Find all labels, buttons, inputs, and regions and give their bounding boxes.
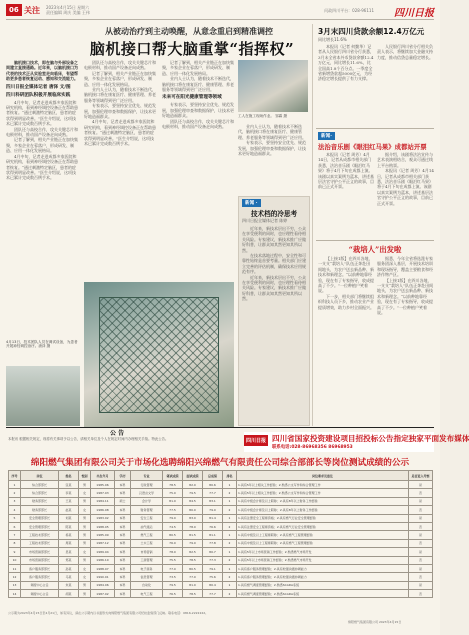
table-cell: 男 (79, 481, 91, 489)
table-cell: 80.4 (203, 581, 223, 589)
table-cell: 1.具有5年以上相关工作经验；2.熟悉公文写作和综合管理工作 (237, 489, 409, 497)
table-cell: 1.具有燃气调度管理经验；2.熟悉SCADA系统 (237, 590, 409, 598)
court-paragraph: 本报讯（记者 周芳）4月14日，记者从成都市相关部门获悉，法治音乐剧《眼泪红马果》将于4月下旬在成都上演。该剧以真实案例为蓝本，讲述基层法官守护公平正义的故事，目前已正式开票。 (318, 152, 374, 190)
table-cell: 本科 (115, 564, 131, 572)
tech-body (242, 226, 306, 422)
table-cell: 3 (9, 497, 21, 505)
table-header-cell: 出生年月 (91, 471, 115, 481)
table-cell: 市场营销部部长 (21, 548, 59, 556)
table-cell: 否 (409, 539, 433, 547)
notice-body: 本报讯 根据相关规定，现将有关事项予以公告，请相关单位及个人在规定时间内办理相关手续。特此公告。 (8, 437, 169, 441)
table-header-row (9, 471, 433, 481)
ad-banner[interactable] (244, 432, 469, 452)
table-cell: 8 (9, 539, 21, 547)
table-cell: 本科 (115, 539, 131, 547)
table-cell: 1 (223, 481, 237, 489)
table-cell: 本科 (115, 481, 131, 489)
table-cell: 80.0 (183, 506, 203, 514)
table-cell: 张某 (59, 481, 79, 489)
photo-caption: 4月13日，技术团队人员在调试设备，为患者开展神经调控治疗。唐泽 摄 (6, 340, 78, 349)
table-cell: 4 (9, 506, 21, 514)
table-cell: 77.8 (203, 539, 223, 547)
table-cell: 刘某 (59, 514, 79, 522)
feature-column-2 (84, 60, 158, 280)
table-cell: 1.具有中级会计师及以上职称；2.具有8年以上财务工作经验 (237, 506, 409, 514)
feature-subhead: 未来可在阳光健康管理等领域 (162, 95, 222, 101)
table-cell: 男 (79, 497, 91, 505)
table-cell: 安全管理部部长 (21, 522, 59, 530)
table-cell: 是 (409, 531, 433, 539)
table-row (9, 497, 433, 505)
table-cell: 81.4 (203, 514, 223, 522)
table-cell: 1 (223, 497, 237, 505)
table-cell: 6 (9, 522, 21, 530)
table-cell: 1 (223, 581, 237, 589)
table-header-cell: 岗位 (21, 471, 59, 481)
feature-paragraph: 专家表示，要坚持安全优先、规范发展，加强伦理审查和数据保护，让技术更好地造福群众。 (84, 103, 156, 120)
loan-paragraph: 本报讯（记者 何勤华）记者从人民银行四川省分行获悉，3月末全省本外币贷款余额12.4万亿元，同比增长11.6%，比全国高1.8个百分点。一季度全省新增贷款超5000亿元，为经济稳定增长提供了有力支撑。 (318, 44, 374, 82)
table-body (9, 481, 433, 598)
table-cell: 80.5 (183, 564, 203, 572)
table-cell: 81.0 (183, 581, 203, 589)
feature-lead: 脑机接口技术，即在脑与外部设备之间建立直接通路。近年来，以脑机接口为代表的技术正从实验室走向临床，有望帮助更多患者恢复运动、感知和交流能力。 (6, 60, 78, 82)
table-cell: 79.5 (163, 581, 183, 589)
table-cell: 75.5 (163, 556, 183, 564)
table-row (9, 481, 433, 489)
table-cell: 男 (79, 514, 91, 522)
table-cell: 土木工程 (131, 539, 163, 547)
table-header-cell: 姓名 (59, 471, 79, 481)
table-cell: 男 (79, 522, 91, 530)
table-cell: 83.0 (183, 514, 203, 522)
table-cell: 否 (409, 506, 433, 514)
table-cell: 胡某 (59, 590, 79, 598)
table-cell: 78.5 (183, 590, 203, 598)
table-cell: 本科 (115, 531, 131, 539)
table-cell: 1984.06 (91, 581, 115, 589)
table-cell: 1988.07 (91, 564, 115, 572)
feature-paragraph: 4月中旬，记者走进成都多家医院和研究机构，看到神经调控设备正在帮助患者恢复。“通过刺激特定脑区，患者的症状得到明显改善。”医生介绍说，这项技术已累计完成数百例手术。 (84, 119, 156, 147)
table-cell: 工程技术部部长 (21, 531, 59, 539)
table-cell: 本科 (115, 522, 131, 530)
table-cell: 11 (9, 564, 21, 572)
loan-column-1 (318, 44, 374, 124)
feature-paragraph: 业内人士认为，随着技术不断迭代，脑机接口将在康复医疗、健康管理、养老服务等领域得到更广泛应用。 (84, 87, 156, 103)
table-cell: 客户服务部部长 (21, 564, 59, 572)
table-cell: 是 (409, 497, 433, 505)
table-cell: 男 (79, 531, 91, 539)
table-cell: 80.6 (203, 481, 223, 489)
table-cell: 安全工程 (131, 514, 163, 522)
court-badge: 新闻· (318, 132, 335, 140)
table-cell: 75.6 (203, 573, 223, 581)
table-cell: 市场营销部部长 (21, 556, 59, 564)
table-cell: 79.0 (183, 539, 203, 547)
tech-byline: 四川日报全媒体记者 陈婷 (242, 218, 288, 223)
table-cell: 市场营销 (131, 548, 163, 556)
table-cell: 会计学 (131, 497, 163, 505)
table-cell: 78.5 (183, 556, 203, 564)
court-paragraph: 本报讯（记者 周芳）4月14日，记者从成都市相关部门获悉，法治音乐剧《眼泪红马果》将于4月下旬在成都上演。该剧以真实案例为蓝本，讲述基层法官守护公平正义的故事，目前已正式开票。 (377, 168, 434, 206)
tech-badge: 新闻 · (242, 199, 261, 207)
feature-paragraph: 团队还与高校合作，攻关关键芯片和电极材料，推动国产设备走向成熟。 (162, 118, 234, 130)
table-cell: 78.0 (183, 522, 203, 530)
loan-column-2 (377, 44, 434, 124)
feature-photo-small (6, 366, 80, 426)
table-cell: 79.1 (203, 564, 223, 572)
table-header-cell: 总成绩 (203, 471, 223, 481)
table-cell: 硕士 (115, 497, 131, 505)
table-cell: 1 (223, 564, 237, 572)
wenzhang-column-1 (318, 256, 374, 424)
table-cell: 是 (409, 548, 433, 556)
table-cell: 74.5 (163, 522, 183, 530)
wenzhang-paragraph: 据悉，今年全省将选派专家服务团深入基层，开展技术培训和现场指导，覆盖主要粮食和经济作物产区。 (377, 256, 433, 278)
feature-photo-top (238, 60, 308, 112)
table-cell: 1987.03 (91, 489, 115, 497)
table-cell: 女 (79, 573, 91, 581)
table-cell: 1986.08 (91, 506, 115, 514)
table-cell: 1.具有中级及以上工程师职称；2.具有燃气工程管理经验 (237, 531, 409, 539)
table-cell: 1.具有5年以上市场营销工作经验；2.熟悉燃气市场开发 (237, 548, 409, 556)
table-cell: 工程技术部部长 (21, 539, 59, 547)
court-headline: 法治音乐剧《眼泪红马果》成都站开票 (318, 143, 427, 151)
feature-paragraph: 团队还与高校合作，攻关关键芯片和电极材料，推动国产设备走向成熟。 (84, 60, 156, 71)
table-cell: 1 (223, 514, 237, 522)
table-row (9, 581, 433, 589)
feature-byline: 四川日报全媒体记者 唐泽 文/图 (6, 84, 71, 90)
feature-paragraph: 业内人士认为，随着技术不断迭代，脑机接口将在康复医疗、健康管理、养老服务等领域得到更广泛应用。 (238, 124, 306, 140)
table-cell: 5 (9, 514, 21, 522)
table-cell: 75.0 (163, 489, 183, 497)
table-cell: 本科 (115, 556, 131, 564)
table-cell: 王某 (59, 497, 79, 505)
feature-paragraph: 业内人士认为，随着技术不断迭代，脑机接口将在康复医疗、健康管理、养老服务等领域得到更广泛应用。 (162, 76, 234, 93)
table-cell: 77.7 (203, 489, 223, 497)
footer-note: 公示期为2023年4月15日至4月21日，如有异议，请在公示期内以书面形式向绵阳燃气集团有限公司纪检监察部门反映。联系电话：0816-2222222。 (8, 611, 209, 615)
table-header-cell: 排名 (223, 471, 237, 481)
date-line: 2023年4月15日 星期六 (46, 5, 90, 10)
table-row (9, 590, 433, 598)
table-header-cell: 专业 (131, 471, 163, 481)
table-cell: 1989.04 (91, 548, 115, 556)
court-paragraph: 据介绍，该剧将法治宣传与艺术表演相结合，观众可通过线上平台购票。 (377, 152, 433, 168)
table-cell: 77.0 (163, 564, 183, 572)
table-cell: 77.5 (163, 506, 183, 514)
table-cell: 朱某 (59, 581, 79, 589)
table-cell: 燃气工程 (131, 531, 163, 539)
table-cell: 行政管理 (131, 481, 163, 489)
section-name: 关注 (24, 6, 40, 15)
table-cell: 83.1 (203, 497, 223, 505)
table-cell: 1 (9, 481, 21, 489)
table-cell: 2 (223, 506, 237, 514)
table-cell: 77.0 (183, 573, 203, 581)
table-cell: 1986.10 (91, 556, 115, 564)
table-cell: 否 (409, 590, 433, 598)
section-number: 06 (6, 4, 22, 16)
table-cell: 本科 (115, 573, 131, 581)
table-cell: 1985.06 (91, 481, 115, 489)
table-header-cell: 笔试成绩 (163, 471, 183, 481)
table-cell: 78.0 (163, 548, 183, 556)
loan-headline: 3月末四川贷款余额12.4万亿元 (318, 27, 425, 36)
feature-paragraph: 专家表示，要坚持安全优先、规范发展，加强伦理审查和数据保护，让技术更好地造福群众。 (162, 102, 234, 119)
feature-paragraph: 4月中旬，记者走进成都多家医院和研究机构，看到神经调控设备正在帮助患者恢复。“通过刺激特定脑区，患者的症状得到明显改善。”医生介绍说，这项技术已累计完成数百例手术。 (6, 99, 78, 127)
table-cell: 1987.12 (91, 539, 115, 547)
table-cell: 本科 (115, 506, 131, 514)
masthead (6, 4, 434, 20)
table-row (9, 531, 433, 539)
table-cell: 77.7 (203, 590, 223, 598)
table-cell: 73.5 (163, 573, 183, 581)
table-cell: 电气工程 (131, 590, 163, 598)
table-row (9, 489, 433, 497)
table-header-cell: 是否进入考察 (409, 471, 433, 481)
table-cell: 本科 (115, 514, 131, 522)
table-cell: 1.具有客户服务管理经验；2.具有较强沟通协调能力 (237, 573, 409, 581)
table-cell: 13 (9, 581, 21, 589)
feature-headline: 脑机接口帮大脑重掌“指挥权” (89, 40, 295, 58)
masthead-meta (46, 5, 136, 15)
table-cell: 工商管理 (131, 556, 163, 564)
table-row (9, 539, 433, 547)
table-row (9, 573, 433, 581)
table-cell: 1.具有5年以上市场营销工作经验；2.熟悉燃气市场开发 (237, 556, 409, 564)
table-cell: 周某 (59, 539, 79, 547)
wenzhang-paragraph: 【上接1版】在四川各地，一支支“栽培人”队伍正奔赴田间地头，为农户送去新品种、新技术和新理念。“以前种地靠经验，现在有了专家指导，收成提高了不少。”一位种植户笑着说。 (377, 277, 434, 316)
table-cell: 14 (9, 590, 21, 598)
table-cell: 杨某 (59, 531, 79, 539)
table-cell: 1.具有客户服务管理经验；2.具有较强沟通协调能力 (237, 564, 409, 572)
table-cell: 自动化 (131, 581, 163, 589)
wenzhang-headline: “栽培人”出发啦 (348, 245, 402, 254)
table-cell: 78.5 (163, 481, 183, 489)
feature-column-1 (6, 60, 80, 360)
table-cell: 76.0 (163, 539, 183, 547)
table-cell: 1.具有注册安全工程师资格；2.具有燃气行业安全管理经验 (237, 522, 409, 530)
table-cell: 油气储运 (131, 522, 163, 530)
table-cell: 1 (223, 531, 237, 539)
steel-structure-illustration (99, 297, 219, 414)
table-cell: 1.具有燃气调度管理经验；2.熟悉SCADA系统 (237, 581, 409, 589)
table-cell: 1987.02 (91, 590, 115, 598)
wenzhang-column-2 (377, 256, 434, 424)
table-cell: 女 (79, 564, 91, 572)
column-rule (312, 24, 313, 426)
table-cell: 安全管理部部长 (21, 514, 59, 522)
table-cell: 吴某 (59, 548, 79, 556)
table-cell: 1.具有5年以上相关工作经验；2.熟悉公文写作和综合管理工作 (237, 481, 409, 489)
table-cell: 1.具有中级会计师及以上职称；2.具有8年以上财务工作经验 (237, 497, 409, 505)
table-cell: 男 (79, 539, 91, 547)
loan-subheadline: 同比增长11.6% (318, 37, 347, 42)
table-row (9, 548, 433, 556)
table-cell: 9 (9, 548, 21, 556)
table-cell: 7 (9, 531, 21, 539)
table-cell: 陈某 (59, 522, 79, 530)
table-cell: 本科 (115, 489, 131, 497)
tech-paragraph: 近年来，新技术层出不穷，公众在享受便利的同时，也应理性看待相关风险。专家建议，新技术推广应做好科普，让群众知其然更知其所以然。 (242, 226, 306, 253)
table-header-cell: 面试成绩 (183, 471, 203, 481)
table-cell: 否 (409, 489, 433, 497)
feature-paragraph: 记者了解到，相关产业链正在加快集聚，多家企业在蓉落户，形成研发、制造、应用一体化发展格局。 (162, 60, 234, 76)
feature-photo-main (84, 282, 234, 428)
table-cell: 郑某 (59, 556, 79, 564)
hotline-text: 问政四川平台：028-96111 (324, 8, 374, 13)
table-cell: 本科 (115, 590, 131, 598)
table-cell: 79.0 (163, 514, 183, 522)
loan-paragraph: 人民银行四川省分行相关负责人表示，将继续加大金融支持力度，推动信贷总量稳定增长。 (377, 44, 433, 60)
table-cell: 81.5 (183, 531, 203, 539)
table-cell: 79.5 (183, 489, 203, 497)
results-table (8, 470, 433, 598)
table-cell: 信息管理 (131, 573, 163, 581)
table-cell: 1 (223, 548, 237, 556)
table-cell: 84.5 (183, 497, 203, 505)
table-cell: 男 (79, 590, 91, 598)
feature-column-4 (238, 124, 308, 192)
table-row (9, 556, 433, 564)
table-cell: 调度中心主任 (21, 590, 59, 598)
table-cell: 2 (223, 556, 237, 564)
table-cell: 2 (223, 573, 237, 581)
feature-paragraph: 记者了解到，相关产业链正在加快集聚，多家企业在蓉落户，形成研发、制造、应用一体化发展格局。 (6, 137, 78, 154)
table-cell: 是 (409, 514, 433, 522)
newspaper-logo: 四川日报 (394, 8, 434, 19)
table-cell: 12 (9, 573, 21, 581)
court-column-2 (377, 152, 434, 238)
table-header-cell: 岗位要求及备注 (237, 471, 409, 481)
table-cell: 81.0 (163, 497, 183, 505)
announcement-title: 绵阳燃气集团有限公司关于市场化选聘绵阳兴绵燃气有限责任公司综合部部长等岗位测试成绩的公示 (30, 458, 410, 468)
table-cell: 汉语言文学 (131, 489, 163, 497)
table-cell: 本科 (115, 548, 131, 556)
table-cell: 2 (223, 522, 237, 530)
ad-rule (6, 427, 434, 428)
table-cell: 财务部部长 (21, 506, 59, 514)
table-cell: 80.7 (203, 548, 223, 556)
table-cell: 2 (223, 489, 237, 497)
table-row (9, 564, 433, 572)
table-row (9, 506, 433, 514)
table-cell: 1988.05 (91, 522, 115, 530)
tech-paragraph: 在技术落地过程中，安全性和可靠性始终是首要考量。相关部门应建立完善的评估机制，确保技术应用规范有序。 (242, 253, 306, 275)
table-cell: 本科 (115, 581, 131, 589)
table-cell: 82.5 (183, 548, 203, 556)
court-column-1 (318, 152, 374, 238)
table-cell: 79.0 (203, 506, 223, 514)
table-cell: 1985.09 (91, 531, 115, 539)
table-cell: 财务部部长 (21, 497, 59, 505)
table-cell: 1990.01 (91, 573, 115, 581)
table-cell: 2 (9, 489, 21, 497)
feature-kicker: 从被动治疗到主动唤醒，从意念重启到精准调控 (105, 27, 273, 36)
wenzhang-paragraph: 下一步，相关部门将继续组织科技人员下乡，推动农业产业提质增效，助力乡村全面振兴。 (318, 293, 374, 310)
table-cell: 81.1 (203, 531, 223, 539)
tech-title: 技术档的冷思考 (250, 210, 298, 218)
table-cell: 1.具有中级及以上工程师职称；2.具有燃气工程管理经验 (237, 539, 409, 547)
table-cell: 孙某 (59, 564, 79, 572)
editor-line: 责任编辑 周庆 美编 王伟 (46, 10, 90, 15)
table-cell: 女 (79, 506, 91, 514)
table-cell: 是 (409, 564, 433, 572)
table-cell: 10 (9, 556, 21, 564)
table-header-cell: 学历 (115, 471, 131, 481)
ad-title: 四川省国家投资建设项目招投标公告指定独家平面发布媒体 (272, 434, 469, 443)
section-rule (316, 240, 434, 241)
table-cell: 调度中心主任 (21, 581, 59, 589)
table-cell: 客户服务部部长 (21, 573, 59, 581)
table-cell: 综合部部长 (21, 489, 59, 497)
feature-column-3 (162, 60, 234, 282)
table-cell: 82.0 (183, 481, 203, 489)
feature-paragraph: 记者了解到，相关产业链正在加快集聚，多家企业在蓉落户，形成研发、制造、应用一体化发展格局。 (84, 70, 156, 87)
notice-heading: 公 告 (110, 430, 125, 437)
table-row (9, 514, 433, 522)
table-cell: 综合部部长 (21, 481, 59, 489)
table-cell: 1.具有注册安全工程师资格；2.具有燃气行业安全管理经验 (237, 514, 409, 522)
table-cell: 77.3 (203, 556, 223, 564)
section-rule (316, 128, 434, 129)
photo-caption: 工人在施工现场作业。 邹霖 摄 (238, 114, 288, 118)
table-header-cell: 性别 (79, 471, 91, 481)
table-cell: 否 (409, 522, 433, 530)
table-cell: 1983.02 (91, 514, 115, 522)
tech-paragraph: 近年来，新技术层出不穷，公众在享受便利的同时，也应理性看待相关风险。专家建议，新技术推广应做好科普，让群众知其然更知其所以然。 (242, 274, 306, 302)
table-cell: 2 (223, 590, 237, 598)
feature-paragraph: 团队还与高校合作，攻关关键芯片和电极材料，推动国产设备走向成熟。 (6, 126, 78, 138)
feature-paragraph: 专家表示，要坚持安全优先、规范发展，加强伦理审查和数据保护，让技术更好地造福群众。 (238, 140, 306, 157)
table-cell: 马某 (59, 573, 79, 581)
feature-paragraph: 4月中旬，记者走进成都多家医院和研究机构，看到神经调控设备正在帮助患者恢复。“通过刺激特定脑区，患者的症状得到明显改善。”医生介绍说，这项技术已累计完成数百例手术。 (6, 153, 78, 181)
table-cell: 80.5 (163, 531, 183, 539)
table-header-cell: 序号 (9, 471, 21, 481)
table-cell: 76.5 (163, 590, 183, 598)
footer-imprint: 绵阳燃气集团有限公司 2023年4月15日 (348, 620, 402, 624)
feature-subhead: 四川科研团队积极开展临床实践 (6, 92, 71, 98)
table-cell: 是 (409, 481, 433, 489)
ad-phone: 联系电话:028-86968356 86968953 (272, 445, 353, 450)
table-cell: 76.6 (203, 522, 223, 530)
table-cell: 财务管理 (131, 506, 163, 514)
table-cell: 男 (79, 556, 91, 564)
table-cell: 女 (79, 548, 91, 556)
table-row (9, 522, 433, 530)
table-cell: 赵某 (59, 506, 79, 514)
table-cell: 否 (409, 556, 433, 564)
table-cell: 电子商务 (131, 564, 163, 572)
table-cell: 男 (79, 581, 91, 589)
table-cell: 是 (409, 581, 433, 589)
ad-logo: 四川日报 (244, 435, 268, 446)
wenzhang-paragraph: 【上接1版】在四川各地，一支支“栽培人”队伍正奔赴田间地头，为农户送去新品种、新技术和新理念。“以前种地靠经验，现在有了专家指导，收成提高了不少。”一位种植户笑着说。 (318, 256, 374, 294)
table-cell: 1984.11 (91, 497, 115, 505)
table-cell: 女 (79, 489, 91, 497)
table-cell: 李某 (59, 489, 79, 497)
table-cell: 2 (223, 539, 237, 547)
table-cell: 否 (409, 573, 433, 581)
